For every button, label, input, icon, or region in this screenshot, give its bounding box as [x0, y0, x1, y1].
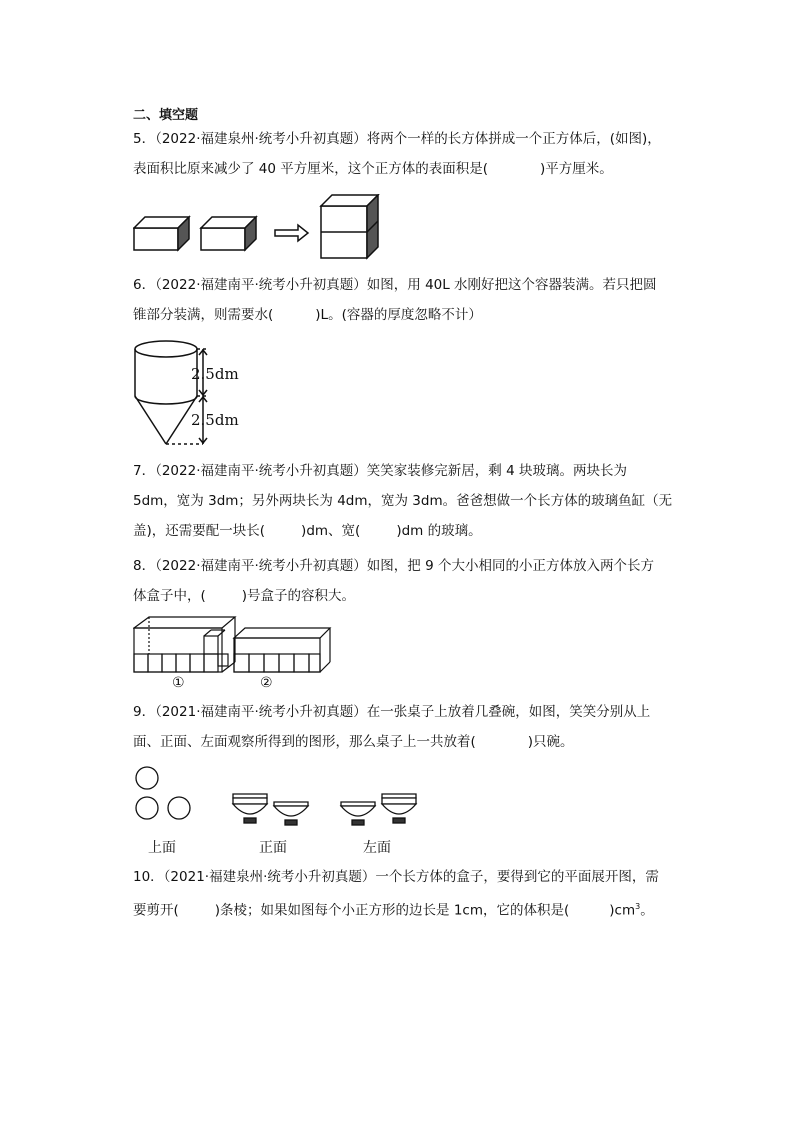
- question-9: [133, 697, 673, 757]
- q8-box2-label: ②: [260, 675, 273, 691]
- q9-line2: 面、正面、左面观察所得到的图形，那么桌子上一共放着( )只碗。: [133, 734, 574, 750]
- q5-line2: 表面积比原来减少了 40 平方厘米，这个正方体的表面积是( )平方厘米。: [133, 161, 613, 177]
- q9-top-view-figure: [133, 765, 195, 827]
- q9-line1: 9．（2021·福建南平·统考小升初真题）在一张桌子上放着几叠碗，如图，笑笑分别从上: [133, 704, 651, 720]
- question-5: [133, 124, 673, 184]
- q6-dim-cylinder-label: 2.5dm: [191, 365, 239, 383]
- q7-line1: 7．（2022·福建南平·统考小升初真题）笑笑家装修完新居，剩 4 块玻璃。两块长为: [133, 463, 627, 479]
- q9-view-left-label: 左面: [363, 840, 391, 856]
- q7-line2: 5dm，宽为 3dm；另外两块长为 4dm，宽为 3dm。爸爸想做一个长方体的玻璃鱼缸（无: [133, 493, 673, 509]
- q6-line1: 6．（2022·福建南平·统考小升初真题）如图，用 40L 水刚好把这个容器装满。若只把圆: [133, 277, 657, 293]
- q8-boxes-figure: [133, 614, 333, 674]
- q8-line1: 8．（2022·福建南平·统考小升初真题）如图，把 9 个大小相同的小正方体放入两个长方: [133, 558, 654, 574]
- q10-line2: 要剪开( )条棱；如果如图每个小正方形的边长是 1cm，它的体积是( )$cm^3$。: [133, 902, 654, 919]
- section-heading: 二、填空题: [133, 108, 199, 123]
- q10-line1: 10．（2021·福建泉州·统考小升初真题）一个长方体的盒子，要得到它的平面展开图，需: [133, 869, 659, 885]
- q9-view-front-label: 正面: [259, 840, 287, 856]
- q7-line3: 盖)，还需要配一块长( )dm、宽( )dm 的玻璃。: [133, 523, 482, 539]
- question-8: [133, 551, 673, 611]
- q8-line2: 体盒子中，( )号盒子的容积大。: [133, 588, 356, 604]
- q9-view-top-label: 上面: [148, 840, 176, 856]
- q6-container-figure: [133, 338, 213, 450]
- question-7: [133, 456, 673, 546]
- question-10: [133, 862, 673, 926]
- question-6: [133, 270, 673, 330]
- q8-box1-label: ①: [172, 675, 185, 691]
- q5-cuboids-figure: [133, 194, 383, 260]
- q6-dim-cone-label: 2.5dm: [191, 411, 239, 429]
- q9-front-view-figure: [230, 790, 312, 830]
- q9-left-view-figure: [338, 790, 420, 830]
- q5-line1: 5．（2022·福建泉州·统考小升初真题）将两个一样的长方体拼成一个正方体后，(如图)，: [133, 131, 661, 147]
- q6-line2: 锥部分装满，则需要水( )L。(容器的厚度忽略不计）: [133, 307, 482, 323]
